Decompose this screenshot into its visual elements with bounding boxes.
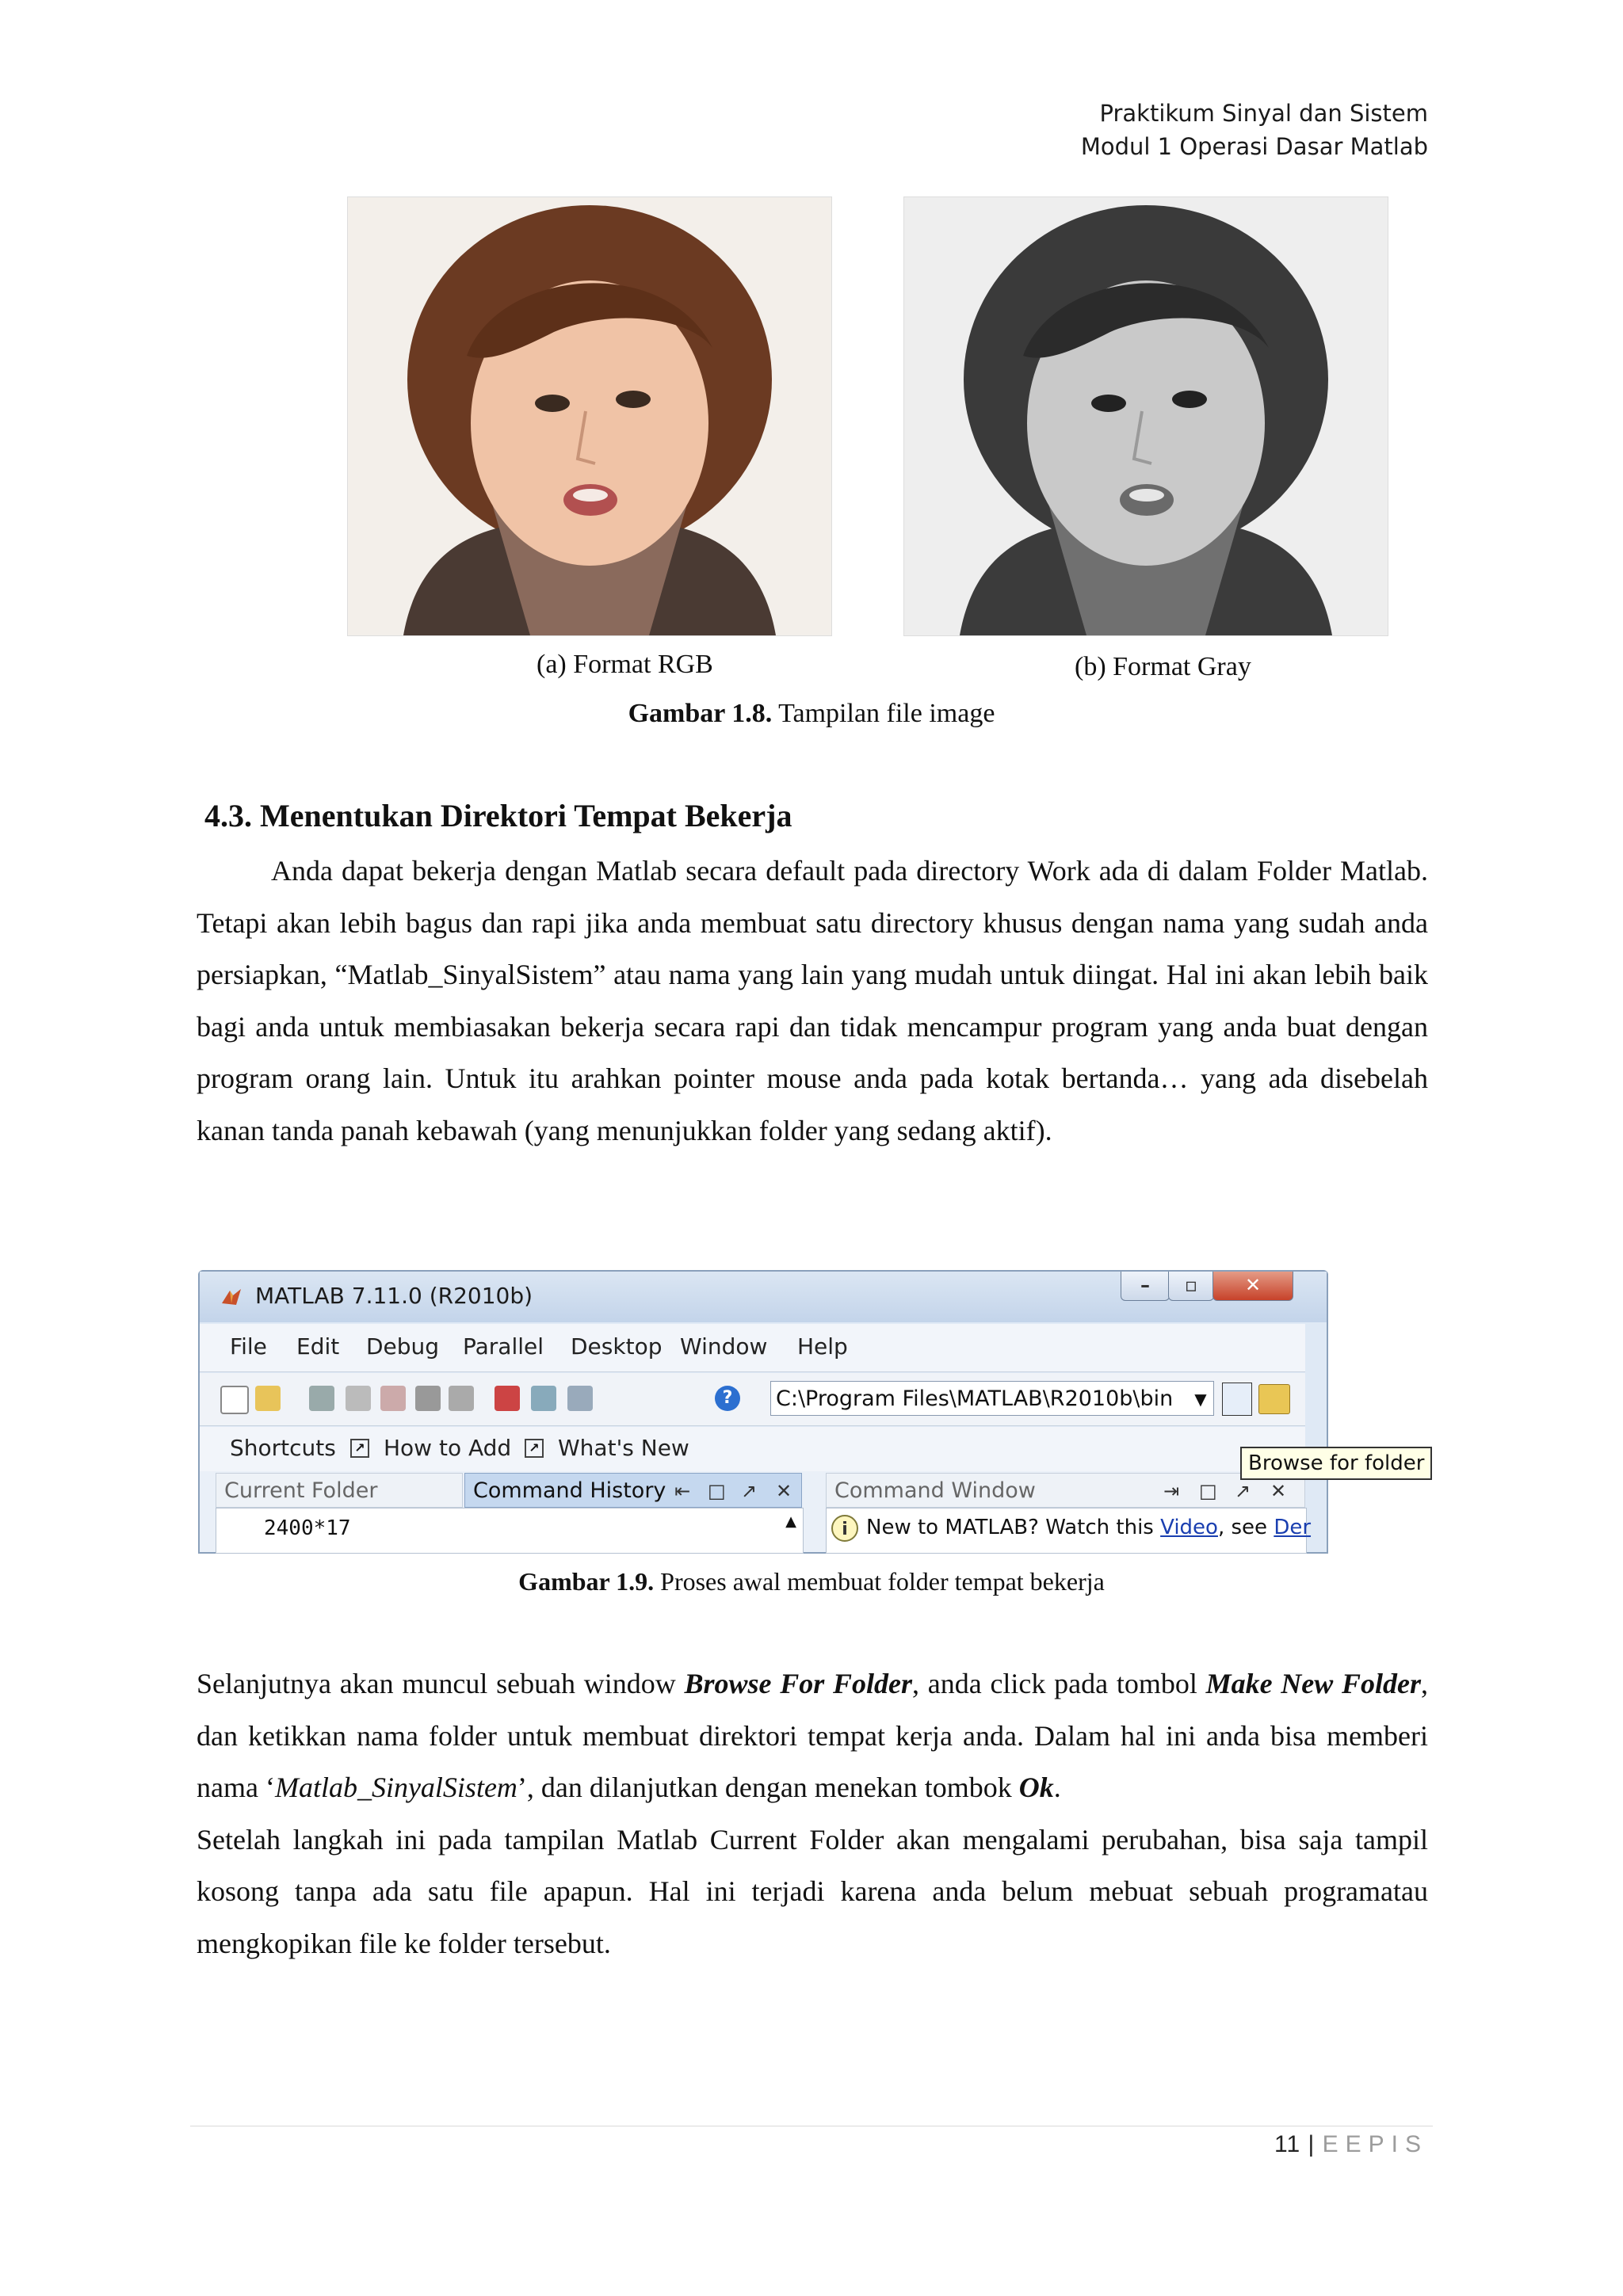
maximize-pane-icon[interactable]: □	[708, 1480, 726, 1502]
figure-1-9-text: Proses awal membuat folder tempat bekerja	[654, 1567, 1105, 1596]
menu-window[interactable]: Window	[680, 1333, 768, 1360]
caption-gray: (b) Format Gray	[1075, 652, 1251, 681]
figure-1-8-label: Gambar 1.8.	[628, 699, 773, 728]
figure-1-9-caption	[0, 1567, 1623, 1596]
section-paragraph-text: Anda dapat bekerja dengan Matlab secara default pada directory Work ada di dalam Folder Matlab. Tetapi akan lebih bagus dan rapi jika anda membuat satu directory khusus dengan nama yang sudah anda persiapkan, “Matlab_SinyalSistem” atau nama yang lain yang mudah untuk diingat. Hal ini akan lebih baik bagi anda untuk membiasakan bekerja secara rapi dan tidak mencampur program yang anda buat dengan program orang lain. Untuk itu arahkan pointer mouse anda pada kotak bertanda… yang ada disebelah kanan tanda panah kebawah (yang menunjukkan folder yang sedang aktif).	[197, 855, 1428, 1146]
browse-folder-button[interactable]	[1222, 1383, 1252, 1416]
page-footer	[1274, 2131, 1428, 2158]
tab-command-history-label: Command History	[473, 1478, 666, 1503]
section-paragraph	[197, 845, 1428, 1157]
caption-rgb: (a) Format RGB	[537, 650, 713, 679]
ok-term: Ok	[1018, 1772, 1054, 1803]
tab-command-window-label: Command Window	[834, 1478, 1036, 1503]
profiler-icon[interactable]	[567, 1386, 593, 1411]
header-subtitle: Modul 1 Operasi Dasar Matlab	[1080, 133, 1428, 160]
menu-parallel[interactable]: Parallel	[463, 1333, 544, 1360]
paragraph-browse	[197, 1658, 1428, 1970]
close-button[interactable]	[1212, 1272, 1293, 1301]
shortcut-icon: ↗	[525, 1439, 544, 1458]
redo-icon[interactable]	[449, 1386, 474, 1411]
figure-1-9-label: Gambar 1.9.	[518, 1567, 655, 1596]
current-folder-path[interactable]	[770, 1381, 1214, 1416]
menu-file[interactable]: File	[230, 1333, 267, 1360]
scroll-up-icon[interactable]: ▲	[785, 1513, 796, 1530]
new-file-icon[interactable]	[220, 1386, 249, 1414]
demos-link[interactable]: Der	[1274, 1516, 1312, 1539]
menu-help[interactable]: Help	[797, 1333, 848, 1360]
command-window-pane	[826, 1508, 1312, 1554]
close-icon: ✕	[1244, 1274, 1262, 1296]
notice-text: New to MATLAB? Watch this	[866, 1516, 1161, 1539]
undock-icon[interactable]: ↗	[741, 1480, 758, 1502]
browse-for-folder-term: Browse For Folder	[684, 1668, 913, 1699]
make-new-folder-term: Make New Folder	[1205, 1668, 1421, 1699]
matlab-title: MATLAB 7.11.0 (R2010b)	[255, 1283, 533, 1309]
minimize-icon: –	[1140, 1274, 1150, 1296]
text-run: , anda click pada tombol	[912, 1668, 1206, 1699]
figure-1-8-text: Tampilan file image	[772, 699, 995, 728]
text-run: ’, dan dilanjutkan dengan menekan tombok	[517, 1772, 1019, 1803]
panels-area	[200, 1471, 1312, 1552]
menu-edit[interactable]: Edit	[296, 1333, 340, 1360]
paragraph-result-text: Setelah langkah ini pada tampilan Matlab Current Folder akan mengalami perubahan, bisa saja tampil kosong tanpa ada satu file apapun. Hal ini terjadi karena anda belum mebuat sebuah programatau mengkopikan file ke folder tersebut.	[197, 1823, 1428, 1959]
paragraph-browse-text	[197, 1658, 1428, 1814]
text-run: .	[1053, 1772, 1061, 1803]
browse-folder-tooltip: Browse for folder	[1240, 1447, 1432, 1480]
photo-gray	[903, 196, 1388, 636]
close-pane-icon[interactable]: ✕	[776, 1480, 792, 1502]
text-run: Selanjutnya akan muncul sebuah window	[197, 1668, 685, 1699]
close-pane-icon[interactable]: ✕	[1270, 1480, 1287, 1502]
menu-desktop[interactable]: Desktop	[571, 1333, 663, 1360]
shortcuts-bar	[200, 1427, 1305, 1471]
matlab-logo-icon	[220, 1286, 242, 1308]
figure-1-8-caption	[0, 699, 1623, 729]
section-heading: 4.3. Menentukan Direktori Tempat Bekerja	[204, 798, 792, 833]
toolbar	[200, 1373, 1305, 1426]
maximize-pane-icon[interactable]: □	[1199, 1480, 1217, 1502]
header-title: Praktikum Sinyal dan Sistem	[1099, 100, 1428, 127]
matlab-title-bar	[200, 1272, 1327, 1322]
folder-name-term: Matlab_SinyalSistem	[274, 1772, 517, 1803]
open-folder-icon[interactable]	[255, 1386, 281, 1411]
guide-icon[interactable]	[531, 1386, 556, 1411]
copy-icon[interactable]	[346, 1386, 371, 1411]
up-folder-icon[interactable]	[1258, 1384, 1290, 1414]
matlab-window	[198, 1270, 1328, 1554]
paste-icon[interactable]	[380, 1386, 406, 1411]
shortcut-icon: ↗	[350, 1439, 369, 1458]
video-link[interactable]: Video	[1160, 1516, 1218, 1539]
dock-icon[interactable]: ⇥	[1163, 1480, 1180, 1502]
command-window-notice	[866, 1516, 1311, 1539]
footer-org: EEPIS	[1322, 2131, 1428, 2157]
menu-bar	[200, 1324, 1305, 1372]
tab-command-window[interactable]	[826, 1473, 1305, 1508]
footer-separator: |	[1300, 2131, 1323, 2157]
text-run: , dan ketikkan nama folder untuk membuat direktori tempat kerja anda. Dalam hal ini anda bisa memberi nama ‘	[197, 1668, 1428, 1803]
info-icon: i	[831, 1515, 858, 1542]
notice-tail: , see	[1217, 1516, 1274, 1539]
simulink-icon[interactable]	[495, 1386, 520, 1411]
undo-icon[interactable]	[415, 1386, 441, 1411]
undock-icon[interactable]: ↗	[1235, 1480, 1251, 1502]
current-folder-path-text: C:\Program Files\MATLAB\R2010b\bin	[776, 1386, 1174, 1411]
maximize-button[interactable]	[1168, 1272, 1214, 1301]
command-history-pane	[216, 1508, 804, 1554]
page-header	[1081, 97, 1428, 163]
help-icon[interactable]: ?	[715, 1386, 740, 1411]
history-entry[interactable]: 2400*17	[264, 1516, 351, 1540]
dock-icon[interactable]: ⇤	[674, 1480, 691, 1502]
minimize-button[interactable]	[1121, 1272, 1170, 1301]
maximize-icon: ▫	[1184, 1274, 1198, 1296]
menu-debug[interactable]: Debug	[366, 1333, 440, 1360]
shortcut-whats-new[interactable]: What's New	[558, 1435, 689, 1461]
tab-command-history[interactable]	[464, 1473, 802, 1508]
tab-current-folder[interactable]: Current Folder	[216, 1473, 463, 1508]
photo-rgb	[347, 196, 832, 636]
chevron-down-icon[interactable]: ▼	[1194, 1390, 1207, 1409]
shortcuts-label[interactable]: Shortcuts	[230, 1435, 336, 1461]
shortcut-how-to-add[interactable]: How to Add	[384, 1435, 512, 1461]
cut-icon[interactable]	[309, 1386, 334, 1411]
page-number: 11	[1274, 2131, 1301, 2157]
